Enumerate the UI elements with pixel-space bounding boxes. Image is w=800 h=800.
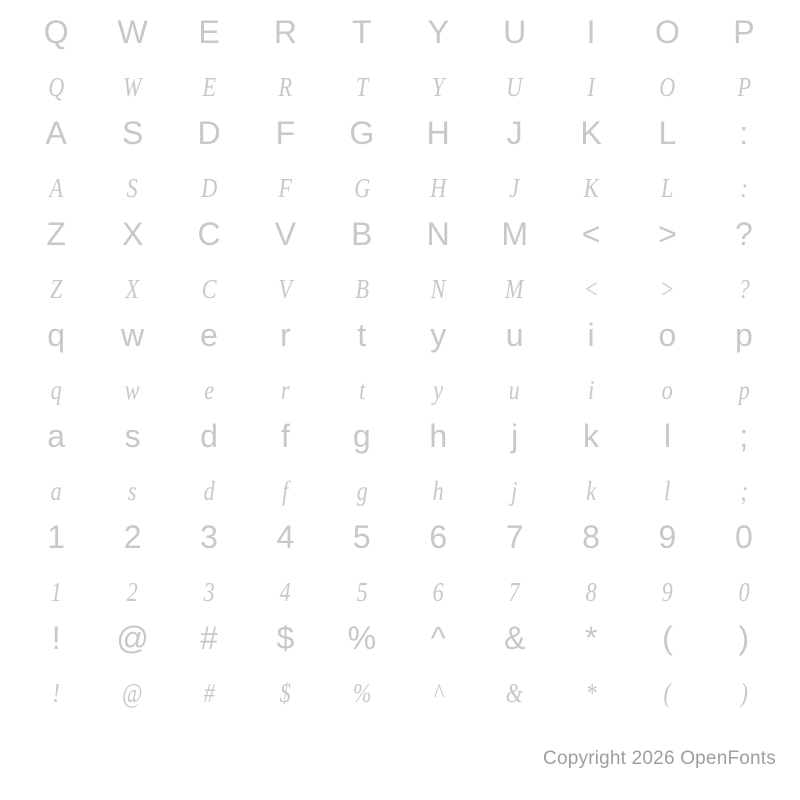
glyph-cell: > <box>659 274 675 304</box>
glyph-cell: K <box>583 173 599 203</box>
glyph-cell: 1 <box>47 519 66 555</box>
glyph-row-upright <box>18 606 782 654</box>
glyph-cell: 2 <box>123 519 142 555</box>
glyph-cell: Z <box>50 274 63 304</box>
glyph-cell: A <box>49 173 63 203</box>
glyph-cell: q <box>50 375 62 405</box>
glyph-row-upright <box>18 505 782 553</box>
glyph-row-italic <box>18 553 782 606</box>
glyph-cell: ^ <box>430 620 446 656</box>
glyph-cell: i <box>587 317 595 353</box>
glyph-cell: E <box>202 72 216 102</box>
glyph-cell: 3 <box>200 519 218 555</box>
glyph-cell: U <box>506 72 523 102</box>
glyph-cell: I <box>586 14 596 50</box>
glyph-cell: s <box>128 476 137 506</box>
glyph-row-upright <box>18 303 782 351</box>
glyph-row-upright <box>18 0 782 48</box>
glyph-cell: S <box>121 115 144 151</box>
glyph-cell: l <box>663 418 671 454</box>
glyph-cell: 1 <box>50 577 62 607</box>
glyph-cell: 6 <box>429 519 448 555</box>
glyph-cell: ! <box>51 620 61 656</box>
glyph-cell: & <box>503 620 526 656</box>
glyph-cell: 0 <box>738 577 750 607</box>
glyph-cell: @ <box>122 678 143 708</box>
glyph-cell: N <box>426 216 450 252</box>
glyph-cell: ? <box>738 274 750 304</box>
glyph-cell: ; <box>740 476 748 506</box>
glyph-cell: 5 <box>352 519 371 555</box>
glyph-cell: 5 <box>356 577 368 607</box>
glyph-cell: d <box>203 476 215 506</box>
glyph-cell: Q <box>48 72 65 102</box>
glyph-cell: # <box>200 620 218 656</box>
glyph-cell: P <box>733 14 755 50</box>
glyph-cell: 4 <box>276 519 295 555</box>
glyph-cell: k <box>586 476 596 506</box>
glyph-cell: : <box>739 115 749 151</box>
glyph-cell: G <box>349 115 375 151</box>
glyph-cell: U <box>503 14 527 50</box>
glyph-cell: P <box>737 72 751 102</box>
glyph-cell: l <box>664 476 671 506</box>
glyph-cell: r <box>280 317 291 353</box>
glyph-cell: A <box>45 115 67 151</box>
glyph-cell: t <box>357 317 367 353</box>
glyph-row-italic <box>18 452 782 505</box>
glyph-cell: ; <box>739 418 749 454</box>
glyph-cell: > <box>658 216 677 252</box>
glyph-cell: H <box>430 173 447 203</box>
glyph-cell: g <box>356 476 368 506</box>
glyph-cell: % <box>352 678 372 708</box>
glyph-row-italic <box>18 351 782 404</box>
glyph-cell: 0 <box>734 519 753 555</box>
glyph-cell: 7 <box>509 577 521 607</box>
glyph-cell: D <box>201 173 218 203</box>
glyph-cell: ? <box>734 216 753 252</box>
glyph-cell: Y <box>427 14 449 50</box>
glyph-cell: k <box>583 418 600 454</box>
copyright-notice: Copyright 2026 OpenFonts <box>543 748 776 769</box>
glyph-cell: ^ <box>433 678 443 708</box>
glyph-cell: ( <box>663 678 672 708</box>
glyph-cell: G <box>353 173 370 203</box>
glyph-cell: M <box>505 274 524 304</box>
glyph-cell: p <box>738 375 750 405</box>
glyph-cell: L <box>661 173 674 203</box>
glyph-cell: a <box>47 418 66 454</box>
glyph-cell: % <box>347 620 377 656</box>
glyph-cell: T <box>352 14 372 50</box>
glyph-cell: g <box>352 418 371 454</box>
glyph-row-italic <box>18 48 782 101</box>
glyph-cell: V <box>274 216 297 252</box>
glyph-cell: ( <box>662 620 673 656</box>
glyph-cell: j <box>511 476 518 506</box>
glyph-cell: Y <box>432 72 445 102</box>
glyph-cell: @ <box>116 620 149 656</box>
glyph-cell: O <box>655 14 680 50</box>
glyph-cell: # <box>203 678 215 708</box>
glyph-cell: X <box>121 216 144 252</box>
glyph-cell: W <box>117 14 148 50</box>
glyph-cell: e <box>200 317 218 353</box>
glyph-cell: y <box>430 317 447 353</box>
glyph-cell: f <box>280 418 290 454</box>
glyph-cell: & <box>506 678 524 708</box>
glyph-cell: D <box>197 115 221 151</box>
glyph-cell: u <box>505 317 524 353</box>
glyph-cell: Z <box>46 216 66 252</box>
glyph-row-italic <box>18 654 782 707</box>
glyph-cell: 9 <box>661 577 673 607</box>
glyph-cell: L <box>658 115 677 151</box>
glyph-cell: 3 <box>203 577 215 607</box>
glyph-cell: e <box>204 375 214 405</box>
glyph-cell: C <box>201 274 217 304</box>
glyph-cell: o <box>658 317 677 353</box>
glyph-cell: < <box>581 216 601 252</box>
glyph-cell: h <box>432 476 444 506</box>
glyph-cell: T <box>355 72 368 102</box>
glyph-cell: a <box>50 476 62 506</box>
glyph-cell: Q <box>43 14 69 50</box>
glyph-cell: B <box>355 274 369 304</box>
glyph-cell: * <box>585 678 597 708</box>
glyph-cell: $ <box>276 620 295 656</box>
glyph-cell: R <box>273 14 297 50</box>
glyph-cell: 8 <box>582 519 600 555</box>
glyph-row-upright <box>18 202 782 250</box>
glyph-cell: d <box>200 418 218 454</box>
glyph-cell: B <box>351 216 373 252</box>
glyph-cell: r <box>281 375 290 405</box>
glyph-cell: w <box>125 375 140 405</box>
glyph-cell: O <box>659 72 676 102</box>
glyph-row-italic <box>18 149 782 202</box>
glyph-cell: R <box>278 72 293 102</box>
glyph-cell: 7 <box>505 519 524 555</box>
glyph-cell: J <box>506 115 523 151</box>
glyph-cell: ) <box>740 678 748 708</box>
glyph-cell: o <box>661 375 673 405</box>
glyph-cell: h <box>429 418 448 454</box>
glyph-cell: F <box>275 115 296 151</box>
glyph-cell: 6 <box>432 577 444 607</box>
glyph-cell: : <box>740 173 748 203</box>
glyph-cell: C <box>197 216 221 252</box>
glyph-cell: t <box>358 375 365 405</box>
glyph-cell: K <box>580 115 602 151</box>
glyph-cell: u <box>509 375 521 405</box>
glyph-row-upright <box>18 404 782 452</box>
glyph-cell: H <box>426 115 450 151</box>
glyph-cell: I <box>587 72 595 102</box>
glyph-cell: p <box>734 317 753 353</box>
glyph-cell: ! <box>52 678 60 708</box>
glyph-cell: 4 <box>279 577 291 607</box>
glyph-cell: S <box>127 173 139 203</box>
glyph-row-upright <box>18 101 782 149</box>
glyph-cell: W <box>123 72 142 102</box>
glyph-cell: < <box>583 274 599 304</box>
glyph-cell: M <box>501 216 528 252</box>
glyph-cell: 8 <box>585 577 597 607</box>
glyph-cell: f <box>282 476 289 506</box>
glyph-cell: ) <box>738 620 750 656</box>
glyph-row-italic <box>18 250 782 303</box>
glyph-cell: 2 <box>127 577 139 607</box>
glyph-cell: q <box>47 317 66 353</box>
glyph-cell: $ <box>279 678 291 708</box>
glyph-cell: i <box>587 375 595 405</box>
glyph-cell: * <box>584 620 598 656</box>
glyph-cell: X <box>125 274 140 304</box>
glyph-cell: s <box>124 418 141 454</box>
glyph-cell: N <box>430 274 446 304</box>
glyph-cell: E <box>198 14 220 50</box>
glyph-cell: 9 <box>658 519 677 555</box>
glyph-cell: J <box>509 173 520 203</box>
glyph-cell: w <box>121 317 145 353</box>
glyph-cell: y <box>433 375 444 405</box>
glyph-cell: V <box>278 274 293 304</box>
glyph-cell: j <box>511 418 519 454</box>
glyph-cell: F <box>278 173 293 203</box>
